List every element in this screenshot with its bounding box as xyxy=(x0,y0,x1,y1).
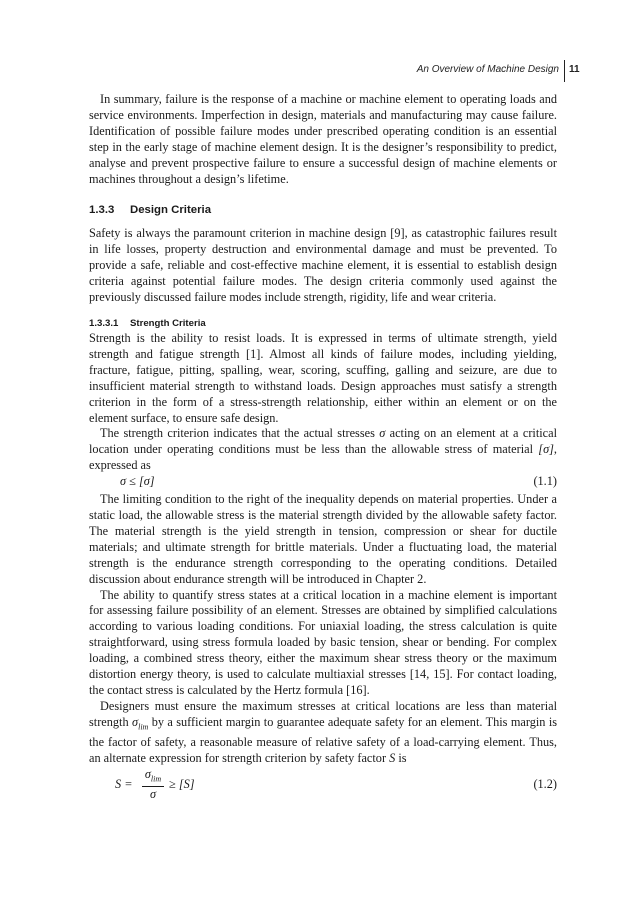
fraction-numerator xyxy=(142,768,164,787)
fraction-denominator: σ xyxy=(149,787,157,802)
text-run: The strength criterion indicates that the actual stresses xyxy=(100,426,375,441)
symbol-S: S xyxy=(389,751,396,766)
symbol-base: σ xyxy=(132,714,139,729)
header-divider xyxy=(564,60,565,82)
paragraph-safety-factor xyxy=(89,699,557,767)
symbol-sigma-allowable: [σ] xyxy=(538,442,554,457)
section-title: Design Criteria xyxy=(130,204,212,217)
paragraph-strength-criterion xyxy=(89,426,557,474)
symbol-subscript: lim xyxy=(138,722,149,732)
equation-body: σ ≤ [σ] xyxy=(120,474,155,489)
symbol-sigma: σ xyxy=(379,426,386,441)
subsection-number: 1.3.3.1 xyxy=(89,317,119,329)
running-header xyxy=(0,60,627,82)
equation-lhs: S = xyxy=(115,776,133,791)
text-run: by a sufficient margin to guarantee adequate safety for an element. This margin is the factor of safety, a reasonable measure of relative safety of a load-carrying element. Thus, an alternate expression for strength criterion by safety factor xyxy=(89,714,558,766)
paragraph-limiting-condition: The limiting condition to the right of the inequality depends on material properties. Under a static load, the allowable stress is the material strength divided by the allowable safety factor. The material strength is the yield strength in tension, compression or shear for ductile materials; and ultimate strength for brittle materials. Under a fluctuating load, the material strength is the endurance strength corresponding to the operating conditions. Detailed discussion about endurance strength will be introduced in Chapter 2. xyxy=(89,492,557,586)
paragraph-strength: Strength is the ability to resist loads. It is expressed in terms of ultimate strength, yield strength and fatigue strength [1]. Almost all kinds of failure modes, including yielding, fracture, fatigue, pitting, spalling, wear, scoring, scuffing, galling and seizure, are due to insufficient material strength to withstand loads. Design approaches must satisfy a strength criterion in the form of a stress-strength relationship, either within an element or on the element surface, to ensure safe design. xyxy=(89,330,557,425)
equation-number: (1.1) xyxy=(533,474,557,489)
text-run: , expressed as xyxy=(89,442,557,473)
page-body xyxy=(89,92,557,803)
text-run: Designers must ensure the maximum stresses at critical locations are less than material strength xyxy=(89,698,557,729)
paragraph-stress-quantification: The ability to quantify stress states at a critical location in a machine element is important for assessing failure possibility of an element. Stresses are obtained by simplified calculations according to various loading conditions. For uniaxial loading, the stress calculation is quite straightforward, using stress formula loaded by basic tension, shear or bending. For complex loading, a combined stress theory, either the maximum shear stress theory or the maximum distortion energy theory, is used to calculate multiaxial stresses [14, 15]. For contact loading, the contact stress is calculated by the Hertz formula [16]. xyxy=(89,587,557,697)
text-run: is xyxy=(398,751,407,766)
equation-1-2 xyxy=(89,767,557,803)
section-number: 1.3.3 xyxy=(89,204,115,217)
paragraph-summary: In summary, failure is the response of a machine or machine element to operating loads and service environments. Imperfection in design, materials and manufacturing may cause failure. Identification of possible failure modes under prescribed operating condition is an essential step in the early stage of machine element design. It is the designer’s responsibility to predict, analyse and prevent prospective failure to ensure a successful design of machine elements or machines throughout a design’s lifetime. xyxy=(89,92,557,186)
page-number: 11 xyxy=(569,64,580,75)
equation-rhs: ≥ [S] xyxy=(169,776,195,791)
symbol-sigma-lim xyxy=(132,714,149,732)
subsection-heading-strength-criteria xyxy=(89,317,557,331)
equation-1-1 xyxy=(89,474,557,492)
text-run: acting on an element at a critical location under operating conditions must be less than the allowable stress of material xyxy=(89,426,557,457)
equation-fraction xyxy=(142,768,164,801)
paragraph-safety: Safety is always the paramount criterion in machine design [9], as catastrophic failures result in life losses, property destruction and environmental damage and must be prevented. To provide a safe, reliable and cost-effective machine element, it is essential to establish design criteria against potential failure modes. The design criteria commonly used against the previously discussed failure modes include strength, rigidity, life and wear criteria. xyxy=(89,226,557,305)
equation-expression xyxy=(120,474,155,490)
subsection-title: Strength Criteria xyxy=(130,317,206,329)
equation-number: (1.2) xyxy=(533,776,557,791)
running-title: An Overview of Machine Design xyxy=(416,64,559,75)
section-heading-design-criteria xyxy=(89,203,557,217)
numerator-base: σ xyxy=(144,766,151,781)
numerator-subscript: lim xyxy=(150,774,162,784)
